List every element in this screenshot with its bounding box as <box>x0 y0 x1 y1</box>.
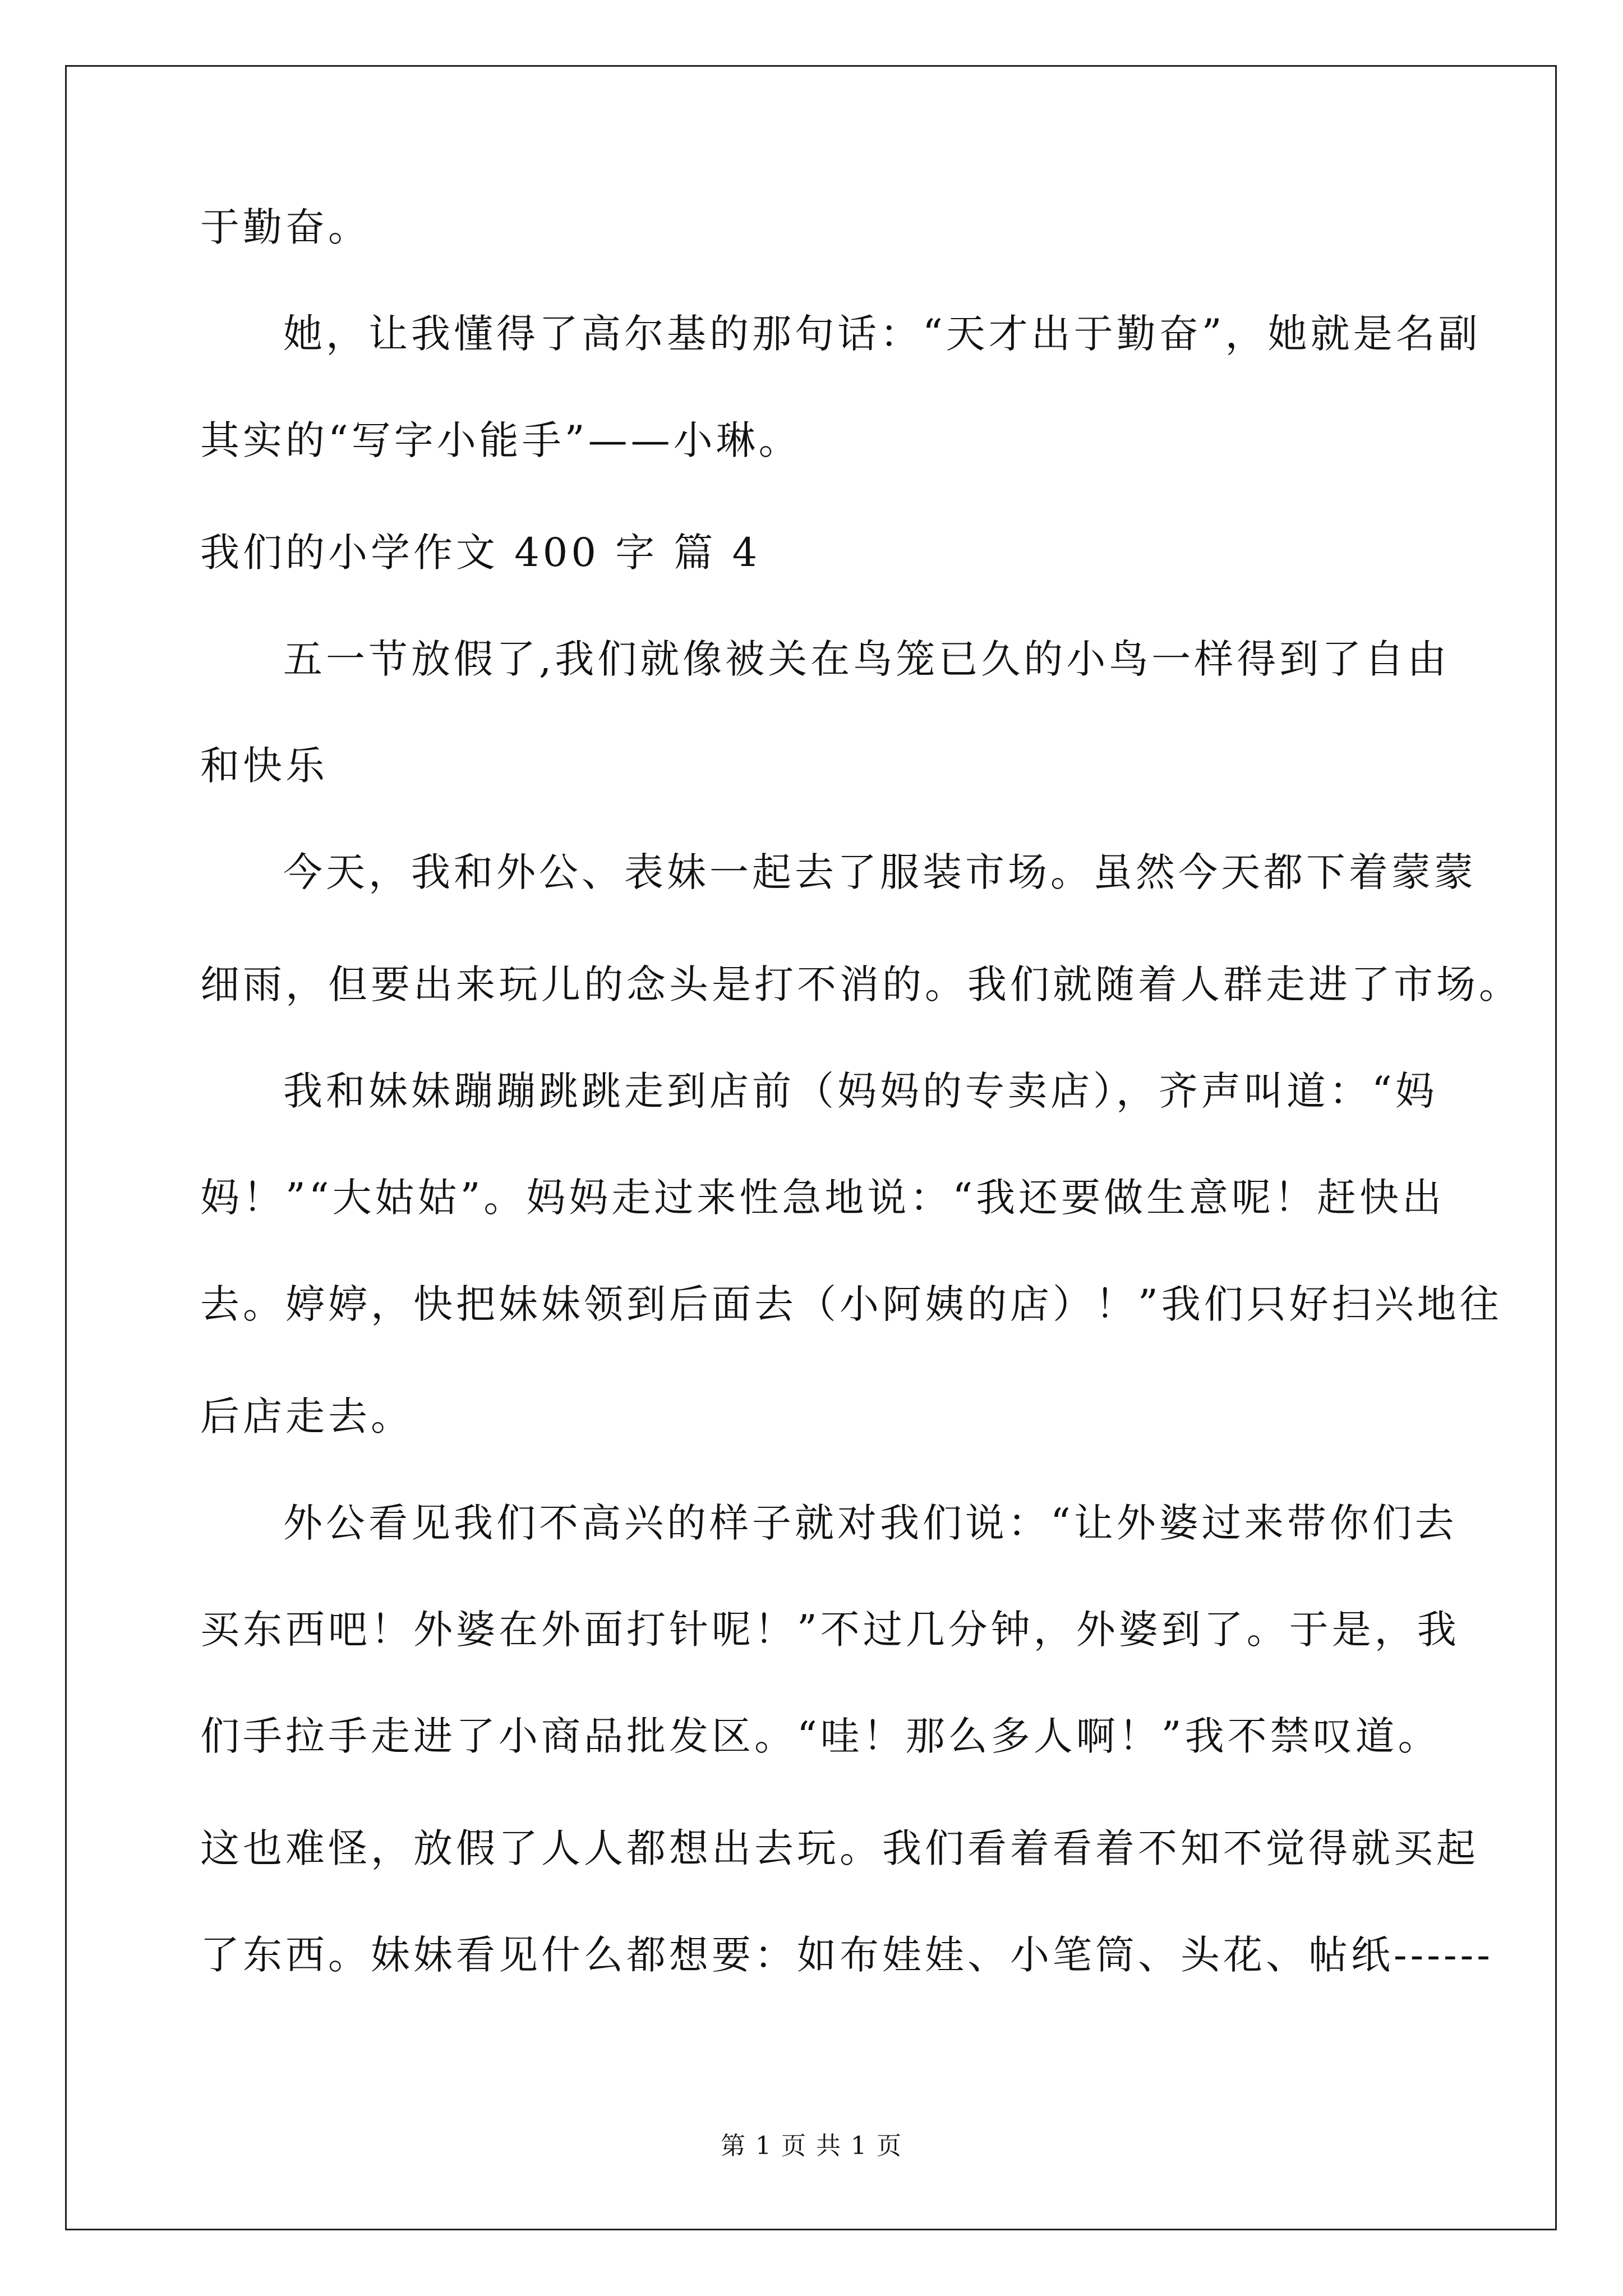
page-footer: 第 1 页 共 1 页 <box>721 2132 902 2160</box>
paragraph-line: 今天，我和外公、表妹一起去了服装市场。虽然今天都下着蒙蒙 <box>283 849 1477 895</box>
section-heading: 我们的小学作文 400 字 篇 4 <box>200 530 761 576</box>
text-line: 去。婷婷，快把妹妹领到后面去（小阿姨的店）！”我们只好扫兴地往 <box>200 1281 1502 1327</box>
paragraph-line: 她，让我懂得了高尔基的那句话：“天才出于勤奋”，她就是名副 <box>283 311 1481 357</box>
paragraph-line: 五一节放假了,我们就像被关在鸟笼已久的小鸟一样得到了自由 <box>283 636 1450 682</box>
text-line: 们手拉手走进了小商品批发区。“哇！那么多人啊！”我不禁叹道。 <box>200 1713 1441 1759</box>
paragraph-line: 外公看见我们不高兴的样子就对我们说：“让外婆过来带你们去 <box>283 1500 1458 1546</box>
text-line: 了东西。妹妹看见什么都想要：如布娃娃、小笔筒、头花、帖纸------ <box>200 1932 1493 1978</box>
text-line: 其实的“写字小能手”——小琳。 <box>200 417 801 463</box>
text-line: 和快乐 <box>200 743 328 789</box>
paragraph-line: 我和妹妹蹦蹦跳跳走到店前（妈妈的专卖店），齐声叫道：“妈 <box>283 1068 1438 1114</box>
text-line: 妈！”“大姑姑”。妈妈走过来性急地说：“我还要做生意呢！赶快出 <box>200 1175 1445 1221</box>
text-line: 这也难怪，放假了人人都想出去玩。我们看着看着不知不觉得就买起 <box>200 1825 1479 1871</box>
text-line: 买东西吧！外婆在外面打针呢！”不过几分钟，外婆到了。于是，我 <box>200 1607 1460 1653</box>
page-border <box>65 65 1557 2230</box>
text-line: 于勤奋。 <box>200 204 371 250</box>
text-line: 后店走去。 <box>200 1393 413 1439</box>
text-line: 细雨，但要出来玩儿的念头是打不消的。我们就随着人群走进了市场。 <box>200 961 1521 1007</box>
